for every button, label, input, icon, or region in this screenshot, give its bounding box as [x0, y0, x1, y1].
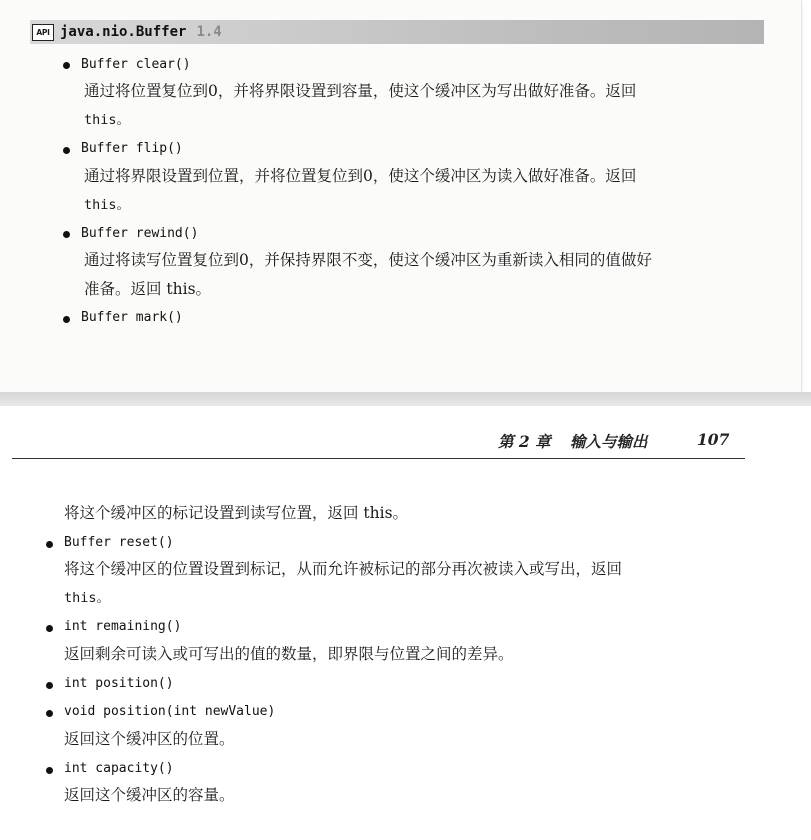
method-description-line: this。	[84, 112, 131, 128]
bullet-icon	[46, 682, 53, 689]
page-bottom	[0, 406, 811, 840]
method-description-line: this。	[64, 590, 111, 606]
chapter-title: 输入与输出	[570, 432, 648, 451]
bullet-icon	[46, 767, 53, 774]
bullet-icon	[46, 710, 53, 717]
method-signature: Buffer clear()	[81, 57, 191, 72]
method-description-line: 通过将界限设置到位置，并将位置复位到0，使这个缓冲区为读入做好准备。返回	[84, 167, 637, 185]
continuation-text: 将这个缓冲区的标记设置到读写位置，返回 this。	[64, 504, 409, 522]
page-gap	[0, 392, 811, 406]
method-description-line: this。	[84, 197, 131, 213]
header-rule	[12, 458, 745, 459]
chapter-label: 第 2 章	[498, 432, 551, 451]
bullet-icon	[46, 625, 53, 632]
method-description-line: 准备。返回 this。	[84, 280, 212, 298]
method-description-line: 返回这个缓冲区的容量。	[64, 786, 235, 804]
page-number: 107	[697, 430, 730, 449]
method-signature: int position()	[64, 676, 174, 691]
method-description-line: 通过将位置复位到0，并将界限设置到容量，使这个缓冲区为写出做好准备。返回	[84, 82, 637, 100]
bullet-icon	[46, 541, 53, 548]
method-description-line: 返回剩余可读入或可写出的值的数量，即界限与位置之间的差异。	[64, 645, 514, 663]
bullet-icon	[63, 316, 70, 323]
api-header-bar	[30, 20, 764, 44]
page-top	[0, 0, 802, 392]
method-signature: int remaining()	[64, 619, 182, 634]
method-signature: void position(int newValue)	[64, 704, 276, 719]
method-signature: Buffer flip()	[81, 141, 183, 156]
method-signature: Buffer reset()	[64, 535, 174, 550]
method-signature: Buffer rewind()	[81, 226, 199, 241]
method-description-line: 将这个缓冲区的位置设置到标记，从而允许被标记的部分再次被读入或写出，返回	[64, 560, 623, 578]
api-class-name: java.nio.Buffer	[60, 24, 187, 40]
method-description-line: 通过将读写位置复位到0，并保持界限不变，使这个缓冲区为重新读入相同的值做好	[84, 251, 652, 269]
api-icon: API	[32, 24, 54, 41]
method-description-line: 返回这个缓冲区的位置。	[64, 730, 235, 748]
bullet-icon	[63, 147, 70, 154]
api-version: 1.4	[196, 24, 222, 40]
method-signature: Buffer mark()	[81, 310, 183, 325]
bullet-icon	[63, 62, 70, 69]
bullet-icon	[63, 231, 70, 238]
method-signature: int capacity()	[64, 761, 174, 776]
